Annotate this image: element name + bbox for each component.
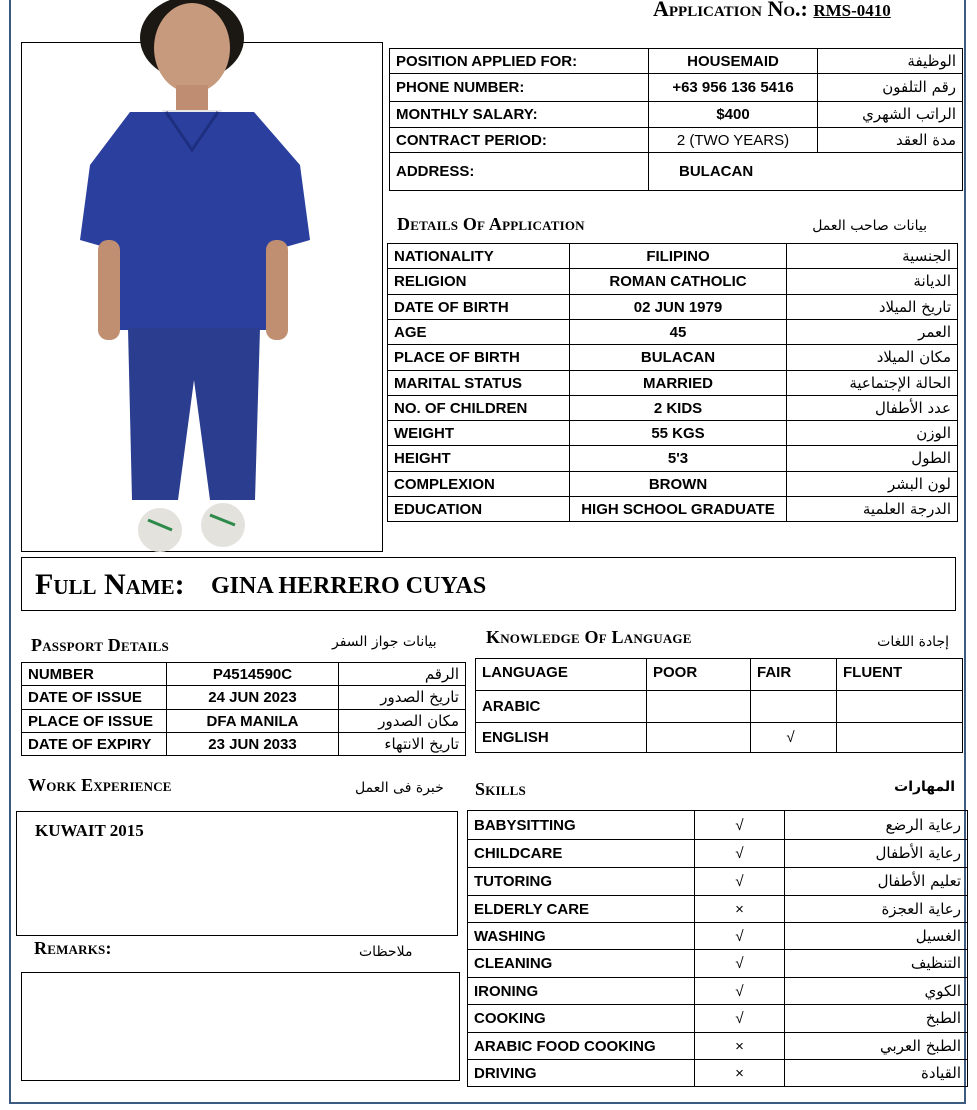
contract-value: 2 (TWO YEARS) xyxy=(649,128,818,153)
table-row xyxy=(388,472,958,497)
work-experience-entry: KUWAIT 2015 xyxy=(35,821,144,840)
skills-table xyxy=(467,810,968,1087)
details-label-ar: عدد الأطفال xyxy=(787,396,958,421)
skills-label: WASHING xyxy=(468,923,695,950)
language-fluent xyxy=(837,723,963,753)
skills-label-ar: القيادة xyxy=(785,1060,968,1087)
details-value: MARRIED xyxy=(570,371,787,396)
skills-label-ar: الكوي xyxy=(785,978,968,1005)
passport-value: 23 JUN 2033 xyxy=(167,733,339,756)
skills-label: DRIVING xyxy=(468,1060,695,1087)
table-row xyxy=(476,691,963,723)
table-row xyxy=(388,320,958,345)
language-title-ar: إجادة اللغات xyxy=(877,634,949,650)
skills-label: COOKING xyxy=(468,1005,695,1033)
table-row xyxy=(388,371,958,396)
passport-label-ar: مكان الصدور xyxy=(339,710,466,733)
details-label-ar: تاريخ الميلاد xyxy=(787,295,958,320)
table-row xyxy=(22,663,466,686)
skills-mark: √ xyxy=(695,1005,785,1033)
table-row xyxy=(390,74,963,102)
details-label: DATE OF BIRTH xyxy=(388,295,570,320)
skills-label-ar: رعاية الأطفال xyxy=(785,840,968,868)
skills-mark: × xyxy=(695,1060,785,1087)
details-value: 55 KGS xyxy=(570,421,787,446)
skills-mark: × xyxy=(695,1033,785,1060)
details-label: EDUCATION xyxy=(388,497,570,522)
passport-value: 24 JUN 2023 xyxy=(167,686,339,710)
position-table xyxy=(389,48,963,191)
application-number-value: RMS-0410 xyxy=(813,1,891,20)
details-label: NO. OF CHILDREN xyxy=(388,396,570,421)
fluent-col-header: FLUENT xyxy=(837,659,963,691)
table-row xyxy=(468,1033,968,1060)
details-label-ar: الديانة xyxy=(787,269,958,295)
table-row xyxy=(476,723,963,753)
details-label-ar: الطول xyxy=(787,446,958,472)
position-label-ar: الوظيفة xyxy=(818,49,963,74)
table-row xyxy=(388,269,958,295)
skills-label: CHILDCARE xyxy=(468,840,695,868)
skills-mark: √ xyxy=(695,868,785,896)
work-experience-box xyxy=(16,811,458,936)
full-name-label: Full Name: xyxy=(35,568,185,601)
details-label-ar: العمر xyxy=(787,320,958,345)
language-table xyxy=(475,658,963,753)
application-number-label: Application No.: xyxy=(653,0,808,21)
passport-label: DATE OF ISSUE xyxy=(22,686,167,710)
phone-label-ar: رقم التلفون xyxy=(818,74,963,102)
salary-label-ar: الراتب الشهري xyxy=(818,102,963,128)
phone-label: PHONE NUMBER: xyxy=(390,74,649,102)
table-row xyxy=(468,923,968,950)
skills-label: TUTORING xyxy=(468,868,695,896)
table-row xyxy=(22,710,466,733)
table-row xyxy=(468,1060,968,1087)
skills-label-ar: رعاية الرضع xyxy=(785,811,968,840)
details-value: HIGH SCHOOL GRADUATE xyxy=(570,497,787,522)
contract-label: CONTRACT PERIOD: xyxy=(390,128,649,153)
details-label-ar: الدرجة العلمية xyxy=(787,497,958,522)
full-name-box xyxy=(21,557,956,611)
language-poor xyxy=(647,723,751,753)
table-row xyxy=(468,811,968,840)
skills-label-ar: التنظيف xyxy=(785,950,968,978)
language-fair xyxy=(751,691,837,723)
full-name-value: GINA HERRERO CUYAS xyxy=(211,573,487,599)
details-title: Details Of Application xyxy=(397,214,585,234)
passport-label: DATE OF EXPIRY xyxy=(22,733,167,756)
skills-label: IRONING xyxy=(468,978,695,1005)
skills-label-ar: الطبخ xyxy=(785,1005,968,1033)
contract-label-ar: مدة العقد xyxy=(818,128,963,153)
remarks-title: Remarks: xyxy=(34,938,112,958)
language-name: ARABIC xyxy=(476,691,647,723)
candidate-photo xyxy=(70,0,330,560)
details-label-ar: الجنسية xyxy=(787,244,958,269)
details-label-ar: الوزن xyxy=(787,421,958,446)
table-row xyxy=(390,128,963,153)
language-fair: √ xyxy=(751,723,837,753)
language-title: Knowledge Of Language xyxy=(486,627,692,647)
address-label: ADDRESS: xyxy=(390,153,649,191)
details-table xyxy=(387,243,958,522)
poor-col-header: POOR xyxy=(647,659,751,691)
passport-value: DFA MANILA xyxy=(167,710,339,733)
passport-title: Passport Details xyxy=(31,635,169,655)
table-row xyxy=(388,497,958,522)
details-title-ar: بيانات صاحب العمل xyxy=(812,218,927,234)
application-number xyxy=(653,0,933,22)
details-value: 5'3 xyxy=(570,446,787,472)
table-row xyxy=(390,49,963,74)
table-row xyxy=(468,1005,968,1033)
details-value: BROWN xyxy=(570,472,787,497)
skills-mark: × xyxy=(695,896,785,923)
table-row xyxy=(468,978,968,1005)
work-title: Work Experience xyxy=(28,775,172,795)
table-row xyxy=(468,840,968,868)
skills-label: ARABIC FOOD COOKING xyxy=(468,1033,695,1060)
table-row xyxy=(388,345,958,371)
skills-title: Skills xyxy=(475,779,526,799)
position-value: HOUSEMAID xyxy=(649,49,818,74)
details-label: NATIONALITY xyxy=(388,244,570,269)
details-label: COMPLEXION xyxy=(388,472,570,497)
fair-col-header: FAIR xyxy=(751,659,837,691)
salary-label: MONTHLY SALARY: xyxy=(390,102,649,128)
language-name: ENGLISH xyxy=(476,723,647,753)
table-row xyxy=(388,421,958,446)
details-value: ROMAN CATHOLIC xyxy=(570,269,787,295)
skills-label-ar: رعاية العجزة xyxy=(785,896,968,923)
remarks-box xyxy=(21,972,460,1081)
passport-label-ar: تاريخ الانتهاء xyxy=(339,733,466,756)
passport-value: P4514590C xyxy=(167,663,339,686)
skills-title-ar: المهارات xyxy=(894,779,955,795)
details-label: MARITAL STATUS xyxy=(388,371,570,396)
phone-value: +63 956 136 5416 xyxy=(649,74,818,102)
language-poor xyxy=(647,691,751,723)
skills-label-ar: الغسيل xyxy=(785,923,968,950)
passport-title-ar: بيانات جواز السفر xyxy=(332,634,437,650)
table-row xyxy=(22,686,466,710)
details-label-ar: لون البشر xyxy=(787,472,958,497)
skills-mark: √ xyxy=(695,978,785,1005)
passport-label: PLACE OF ISSUE xyxy=(22,710,167,733)
skills-label: BABYSITTING xyxy=(468,811,695,840)
address-value: BULACAN xyxy=(649,153,963,191)
passport-table xyxy=(21,662,466,756)
position-label: POSITION APPLIED FOR: xyxy=(390,49,649,74)
table-row xyxy=(388,295,958,320)
details-label-ar: مكان الميلاد xyxy=(787,345,958,371)
details-label: PLACE OF BIRTH xyxy=(388,345,570,371)
details-value: 02 JUN 1979 xyxy=(570,295,787,320)
details-value: 2 KIDS xyxy=(570,396,787,421)
table-row xyxy=(468,950,968,978)
details-label: HEIGHT xyxy=(388,446,570,472)
details-value: FILIPINO xyxy=(570,244,787,269)
passport-label-ar: تاريخ الصدور xyxy=(339,686,466,710)
skills-mark: √ xyxy=(695,923,785,950)
details-value: BULACAN xyxy=(570,345,787,371)
table-row xyxy=(468,896,968,923)
table-row xyxy=(388,396,958,421)
details-label-ar: الحالة الإجتماعية xyxy=(787,371,958,396)
skills-label: ELDERLY CARE xyxy=(468,896,695,923)
table-row xyxy=(390,102,963,128)
skills-label-ar: الطبخ العربي xyxy=(785,1033,968,1060)
details-label: WEIGHT xyxy=(388,421,570,446)
table-row xyxy=(22,733,466,756)
language-header-row xyxy=(476,659,963,691)
language-col-header: LANGUAGE xyxy=(476,659,647,691)
details-label: AGE xyxy=(388,320,570,345)
table-row xyxy=(390,153,963,191)
skills-label: CLEANING xyxy=(468,950,695,978)
details-value: 45 xyxy=(570,320,787,345)
skills-mark: √ xyxy=(695,840,785,868)
skills-mark: √ xyxy=(695,950,785,978)
passport-label: NUMBER xyxy=(22,663,167,686)
passport-label-ar: الرقم xyxy=(339,663,466,686)
salary-value: $400 xyxy=(649,102,818,128)
table-row xyxy=(388,244,958,269)
language-fluent xyxy=(837,691,963,723)
remarks-title-ar: ملاحظات xyxy=(359,944,413,960)
details-label: RELIGION xyxy=(388,269,570,295)
table-row xyxy=(468,868,968,896)
skills-label-ar: تعليم الأطفال xyxy=(785,868,968,896)
work-title-ar: خبرة فى العمل xyxy=(355,780,444,796)
skills-mark: √ xyxy=(695,811,785,840)
table-row xyxy=(388,446,958,472)
